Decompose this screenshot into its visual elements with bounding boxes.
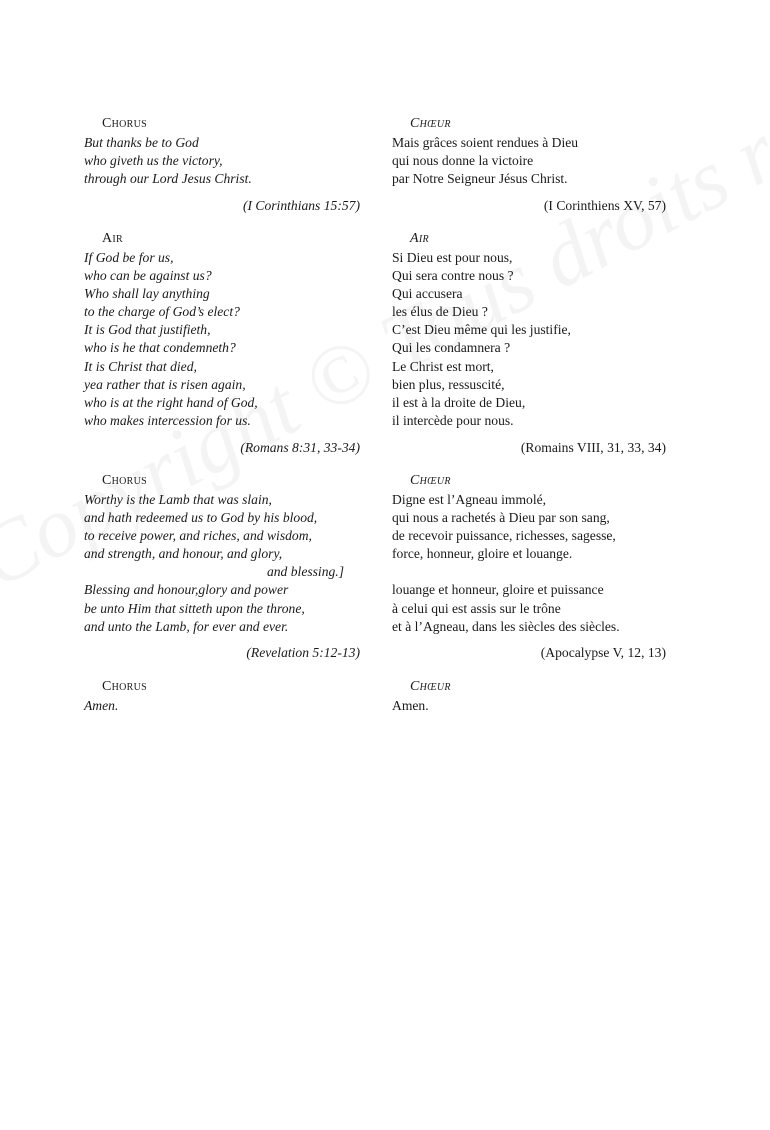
lyric-line — [392, 563, 620, 581]
lyric-line: qui nous a rachetés à Dieu par son sang, — [392, 510, 610, 526]
lyric-line: be unto Him that sitteth upon the throne, — [84, 600, 305, 616]
section-heading: Chorus — [102, 473, 148, 488]
lyric-line: Qui les condamnera ? — [392, 340, 511, 356]
scripture-reference: (Romains VIII, 31, 33, 34) — [520, 440, 666, 455]
lyric-line: Qui accusera — [392, 286, 463, 302]
lyric-line: It is God that justifieth, — [84, 322, 211, 338]
lyric-line: et à l’Agneau, dans les siècles des siècles. — [392, 618, 620, 634]
lyric-line: qui nous donne la victoire — [392, 153, 534, 169]
lyric-line: Mais grâces soient rendues à Dieu — [392, 135, 579, 150]
lyrics — [392, 249, 571, 430]
lyrics — [84, 249, 258, 430]
lyrics — [392, 491, 620, 636]
lyric-line: who can be against us? — [84, 268, 212, 284]
lyric-line: and blessing.] — [266, 564, 344, 580]
lyric-line: Blessing and honour,glory and power — [84, 582, 289, 598]
lyric-line: Worthy is the Lamb that was slain, — [84, 492, 272, 507]
section-heading: Chœur — [410, 473, 451, 488]
lyric-line: force, honneur, gloire et louange. — [392, 546, 573, 562]
lyrics — [84, 697, 118, 715]
lyric-line: It is Christ that died, — [84, 358, 197, 374]
lyric-line: to receive power, and riches, and wisdom, — [84, 528, 312, 544]
lyrics — [84, 134, 252, 188]
lyric-line: who giveth us the victory, — [84, 153, 223, 169]
lyric-line: yea rather that is risen again, — [84, 376, 246, 392]
lyric-line: who makes intercession for us. — [84, 412, 251, 428]
lyric-line: Amen. — [84, 698, 119, 713]
lyric-line: bien plus, ressuscité, — [392, 376, 505, 392]
lyric-line: C’est Dieu même qui les justifie, — [392, 322, 571, 338]
lyric-line: il est à la droite de Dieu, — [392, 394, 526, 410]
lyric-line: If God be for us, — [84, 250, 174, 265]
lyric-line: and unto the Lamb, for ever and ever. — [84, 618, 289, 634]
lyric-line: who is at the right hand of God, — [84, 394, 258, 410]
scripture-reference: (Revelation 5:12-13) — [246, 645, 360, 660]
section-heading: Chœur — [410, 116, 451, 131]
scripture-reference: (Romans 8:31, 33-34) — [240, 440, 360, 455]
lyric-line: par Notre Seigneur Jésus Christ. — [392, 171, 568, 187]
lyric-line: Le Christ est mort, — [392, 358, 494, 374]
scripture-reference: (Apocalypse V, 12, 13) — [540, 645, 666, 660]
lyric-line: But thanks be to God — [84, 135, 199, 150]
lyric-line: les élus de Dieu ? — [392, 304, 488, 320]
lyric-line: and strength, and honour, and glory, — [84, 546, 283, 562]
lyric-line: à celui qui est assis sur le trône — [392, 600, 561, 616]
lyric-line: Si Dieu est pour nous, — [392, 250, 513, 265]
section-heading: Air — [410, 231, 429, 246]
lyric-line: il intercède pour nous. — [392, 412, 514, 428]
lyric-line: Amen. — [392, 698, 429, 713]
lyric-line: and hath redeemed us to God by his blood, — [84, 510, 318, 526]
lyric-line: Who shall lay anything — [84, 286, 210, 302]
section-heading: Chœur — [410, 679, 451, 694]
lyric-line: through our Lord Jesus Christ. — [84, 171, 252, 187]
section-heading: Chorus — [102, 679, 148, 694]
scripture-reference: (I Corinthians 15:57) — [242, 198, 360, 213]
lyric-line: Qui sera contre nous ? — [392, 268, 514, 284]
section-heading: Chorus — [102, 116, 148, 131]
lyrics — [392, 134, 578, 188]
lyrics — [392, 697, 429, 715]
lyric-line: de recevoir puissance, richesses, sagesse, — [392, 528, 616, 544]
lyrics — [84, 491, 344, 636]
lyric-line: Digne est l’Agneau immolé, — [392, 492, 547, 507]
lyric-line: louange et honneur, gloire et puissance — [392, 582, 604, 598]
lyric-line: to the charge of God’s elect? — [84, 304, 240, 320]
lyric-line: who is he that condemneth? — [84, 340, 236, 356]
section-heading: Air — [102, 231, 124, 246]
scripture-reference: (I Corinthiens XV, 57) — [543, 198, 666, 213]
